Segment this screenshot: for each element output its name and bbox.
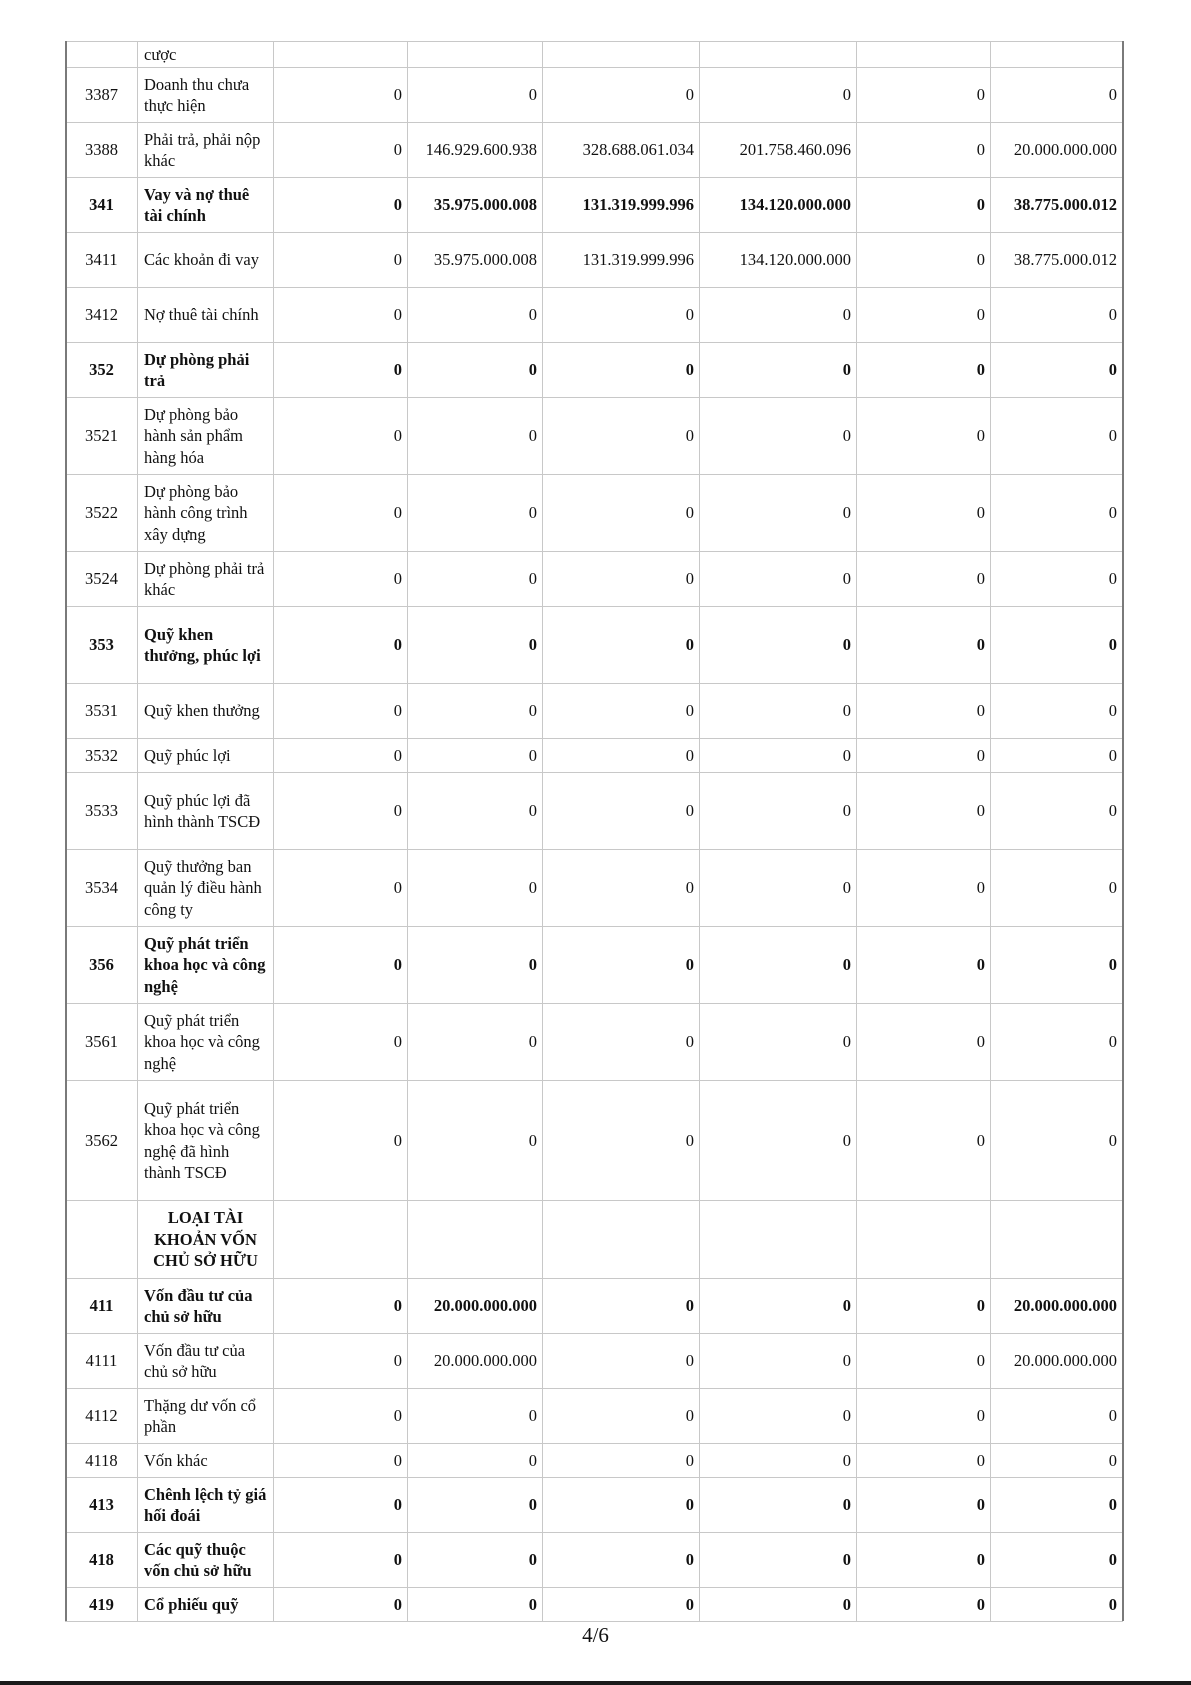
amount-cell-5: 0 [857, 343, 991, 398]
amount-cell-4: 134.120.000.000 [700, 233, 857, 288]
amount-cell-4: 0 [700, 1004, 857, 1081]
amount-cell-1: 0 [274, 1533, 408, 1588]
amount-cell-4: 0 [700, 773, 857, 850]
amount-cell-4: 134.120.000.000 [700, 178, 857, 233]
account-name: Dự phòng bảo hành công trình xây dựng [138, 475, 274, 552]
account-name: Dự phòng phải trả [138, 343, 274, 398]
amount-cell-4: 0 [700, 1389, 857, 1444]
amount-cell-6: 38.775.000.012 [991, 233, 1123, 288]
account-name: Dự phòng phải trả khác [138, 552, 274, 607]
account-name: Thặng dư vốn cổ phần [138, 1389, 274, 1444]
amount-cell-3 [543, 1201, 700, 1279]
amount-cell-5: 0 [857, 1588, 991, 1622]
amount-cell-3: 0 [543, 850, 700, 927]
account-name: Nợ thuê tài chính [138, 288, 274, 343]
amount-cell-5: 0 [857, 178, 991, 233]
amount-cell-2: 0 [408, 1478, 543, 1533]
amount-cell-3: 0 [543, 607, 700, 684]
amount-cell-2: 0 [408, 552, 543, 607]
account-code: 413 [66, 1478, 138, 1533]
table-row [66, 927, 1123, 1004]
table-row [66, 233, 1123, 288]
table-row [66, 552, 1123, 607]
amount-cell-2: 20.000.000.000 [408, 1279, 543, 1334]
account-code: 3533 [66, 773, 138, 850]
amount-cell-4: 0 [700, 1279, 857, 1334]
amount-cell-2 [408, 1201, 543, 1279]
account-name: Quỹ phát triển khoa học và công nghệ đã hình thành TSCĐ [138, 1081, 274, 1201]
amount-cell-4: 0 [700, 552, 857, 607]
amount-cell-4: 0 [700, 850, 857, 927]
account-code: 341 [66, 178, 138, 233]
amount-cell-2: 0 [408, 739, 543, 773]
amount-cell-6 [991, 1201, 1123, 1279]
amount-cell-5: 0 [857, 1279, 991, 1334]
amount-cell-2 [408, 42, 543, 68]
amount-cell-3: 0 [543, 684, 700, 739]
amount-cell-2: 0 [408, 1081, 543, 1201]
amount-cell-6: 0 [991, 1389, 1123, 1444]
amount-cell-3: 131.319.999.996 [543, 178, 700, 233]
amount-cell-6: 0 [991, 1478, 1123, 1533]
amount-cell-6: 0 [991, 398, 1123, 475]
account-name: Cổ phiếu quỹ [138, 1588, 274, 1622]
amount-cell-3: 0 [543, 1004, 700, 1081]
table-row [66, 739, 1123, 773]
account-name: Quỹ phúc lợi đã hình thành TSCĐ [138, 773, 274, 850]
amount-cell-3: 0 [543, 1389, 700, 1444]
amount-cell-4: 0 [700, 68, 857, 123]
account-code: 419 [66, 1588, 138, 1622]
account-code: 4112 [66, 1389, 138, 1444]
amount-cell-2: 0 [408, 773, 543, 850]
amount-cell-3: 0 [543, 927, 700, 1004]
account-name: Dự phòng bảo hành sản phẩm hàng hóa [138, 398, 274, 475]
amount-cell-6: 38.775.000.012 [991, 178, 1123, 233]
account-code: 3532 [66, 739, 138, 773]
amount-cell-6: 20.000.000.000 [991, 1334, 1123, 1389]
amount-cell-4: 0 [700, 1588, 857, 1622]
amount-cell-5 [857, 42, 991, 68]
table-row [66, 684, 1123, 739]
table-row [66, 68, 1123, 123]
amount-cell-1: 0 [274, 1588, 408, 1622]
amount-cell-2: 0 [408, 1389, 543, 1444]
account-code [66, 1201, 138, 1279]
amount-cell-6: 0 [991, 773, 1123, 850]
amount-cell-1: 0 [274, 1279, 408, 1334]
amount-cell-3 [543, 42, 700, 68]
amount-cell-1: 0 [274, 475, 408, 552]
amount-cell-4: 0 [700, 1081, 857, 1201]
account-name: Vốn đầu tư của chủ sở hữu [138, 1334, 274, 1389]
amount-cell-3: 0 [543, 1478, 700, 1533]
account-code: 3387 [66, 68, 138, 123]
amount-cell-1: 0 [274, 68, 408, 123]
amount-cell-4 [700, 42, 857, 68]
amount-cell-1: 0 [274, 927, 408, 1004]
amount-cell-5: 0 [857, 1478, 991, 1533]
amount-cell-6: 0 [991, 1533, 1123, 1588]
amount-cell-2: 0 [408, 288, 543, 343]
amount-cell-5: 0 [857, 1444, 991, 1478]
table-row [66, 178, 1123, 233]
account-code: 4111 [66, 1334, 138, 1389]
amount-cell-2: 0 [408, 1004, 543, 1081]
amount-cell-4: 0 [700, 607, 857, 684]
account-code: 418 [66, 1533, 138, 1588]
table-row [66, 1004, 1123, 1081]
amount-cell-5: 0 [857, 927, 991, 1004]
amount-cell-1: 0 [274, 1478, 408, 1533]
account-name: Quỹ thưởng ban quản lý điều hành công ty [138, 850, 274, 927]
amount-cell-3: 0 [543, 398, 700, 475]
amount-cell-3: 0 [543, 1081, 700, 1201]
amount-cell-5: 0 [857, 850, 991, 927]
amount-cell-3: 0 [543, 343, 700, 398]
amount-cell-5: 0 [857, 123, 991, 178]
amount-cell-4: 0 [700, 1334, 857, 1389]
amount-cell-1: 0 [274, 739, 408, 773]
account-code: 3524 [66, 552, 138, 607]
amount-cell-1: 0 [274, 1081, 408, 1201]
amount-cell-6: 0 [991, 343, 1123, 398]
table-left-rule [65, 41, 67, 1621]
amount-cell-3: 0 [543, 288, 700, 343]
table-row [66, 1334, 1123, 1389]
amount-cell-3: 0 [543, 1334, 700, 1389]
amount-cell-5: 0 [857, 684, 991, 739]
amount-cell-5 [857, 1201, 991, 1279]
amount-cell-4: 0 [700, 343, 857, 398]
amount-cell-2: 0 [408, 1444, 543, 1478]
amount-cell-4: 0 [700, 1444, 857, 1478]
account-name: Quỹ phúc lợi [138, 739, 274, 773]
account-code: 353 [66, 607, 138, 684]
amount-cell-3: 328.688.061.034 [543, 123, 700, 178]
amount-cell-2: 0 [408, 927, 543, 1004]
amount-cell-1: 0 [274, 684, 408, 739]
table-row [66, 288, 1123, 343]
amount-cell-1: 0 [274, 178, 408, 233]
amount-cell-5: 0 [857, 288, 991, 343]
amount-cell-6: 0 [991, 607, 1123, 684]
amount-cell-6: 0 [991, 1444, 1123, 1478]
amount-cell-4: 0 [700, 398, 857, 475]
account-name: Quỹ phát triển khoa học và công nghệ [138, 927, 274, 1004]
amount-cell-6: 0 [991, 739, 1123, 773]
amount-cell-6: 0 [991, 552, 1123, 607]
amount-cell-1: 0 [274, 773, 408, 850]
table-row [66, 343, 1123, 398]
amount-cell-6: 0 [991, 684, 1123, 739]
table-row [66, 1478, 1123, 1533]
account-name: Các quỹ thuộc vốn chủ sở hữu [138, 1533, 274, 1588]
table-row [66, 773, 1123, 850]
table-row [66, 1389, 1123, 1444]
amount-cell-6: 0 [991, 288, 1123, 343]
account-code: 3534 [66, 850, 138, 927]
table-right-rule [1122, 41, 1124, 1621]
amount-cell-2: 146.929.600.938 [408, 123, 543, 178]
account-name: cược [138, 42, 274, 68]
amount-cell-3: 0 [543, 552, 700, 607]
amount-cell-2: 35.975.000.008 [408, 178, 543, 233]
amount-cell-5: 0 [857, 1081, 991, 1201]
amount-cell-4: 0 [700, 927, 857, 1004]
amount-cell-2: 35.975.000.008 [408, 233, 543, 288]
table-row [66, 123, 1123, 178]
amount-cell-5: 0 [857, 1004, 991, 1081]
amount-cell-1: 0 [274, 1444, 408, 1478]
account-name: LOẠI TÀI KHOẢN VỐN CHỦ SỞ HỮU [138, 1201, 274, 1279]
amount-cell-2: 0 [408, 68, 543, 123]
amount-cell-5: 0 [857, 1389, 991, 1444]
amount-cell-3: 0 [543, 1533, 700, 1588]
table-row [66, 1081, 1123, 1201]
amount-cell-5: 0 [857, 1334, 991, 1389]
account-code: 411 [66, 1279, 138, 1334]
account-code [66, 42, 138, 68]
amount-cell-5: 0 [857, 552, 991, 607]
amount-cell-1: 0 [274, 607, 408, 684]
amount-cell-3: 0 [543, 773, 700, 850]
amount-cell-1: 0 [274, 1389, 408, 1444]
amount-cell-4: 0 [700, 684, 857, 739]
amount-cell-6: 0 [991, 1588, 1123, 1622]
table-row [66, 850, 1123, 927]
amount-cell-1: 0 [274, 288, 408, 343]
account-code: 3388 [66, 123, 138, 178]
amount-cell-3: 0 [543, 68, 700, 123]
amount-cell-1 [274, 42, 408, 68]
amount-cell-1: 0 [274, 1334, 408, 1389]
account-name: Quỹ phát triển khoa học và công nghệ [138, 1004, 274, 1081]
table-row [66, 42, 1123, 68]
account-code: 3562 [66, 1081, 138, 1201]
table-row [66, 398, 1123, 475]
amount-cell-6: 0 [991, 475, 1123, 552]
account-code: 3412 [66, 288, 138, 343]
amount-cell-2: 0 [408, 398, 543, 475]
amount-cell-4: 0 [700, 288, 857, 343]
amount-cell-4: 201.758.460.096 [700, 123, 857, 178]
amount-cell-5: 0 [857, 607, 991, 684]
amount-cell-1: 0 [274, 233, 408, 288]
account-code: 3561 [66, 1004, 138, 1081]
amount-cell-3: 131.319.999.996 [543, 233, 700, 288]
amount-cell-6: 20.000.000.000 [991, 123, 1123, 178]
amount-cell-1: 0 [274, 552, 408, 607]
account-code: 3521 [66, 398, 138, 475]
amount-cell-3: 0 [543, 1588, 700, 1622]
table-row [66, 1444, 1123, 1478]
amount-cell-2: 0 [408, 475, 543, 552]
amount-cell-1: 0 [274, 398, 408, 475]
amount-cell-2: 20.000.000.000 [408, 1334, 543, 1389]
amount-cell-5: 0 [857, 773, 991, 850]
amount-cell-1: 0 [274, 850, 408, 927]
amount-cell-4: 0 [700, 739, 857, 773]
amount-cell-5: 0 [857, 398, 991, 475]
amount-cell-3: 0 [543, 739, 700, 773]
account-name: Quỹ khen thưởng [138, 684, 274, 739]
account-code: 352 [66, 343, 138, 398]
amount-cell-4: 0 [700, 1478, 857, 1533]
account-name: Quỹ khen thưởng, phúc lợi [138, 607, 274, 684]
table-row [66, 1279, 1123, 1334]
trial-balance-table [65, 41, 1123, 1622]
amount-cell-1: 0 [274, 1004, 408, 1081]
account-name: Vốn khác [138, 1444, 274, 1478]
table-row [66, 1533, 1123, 1588]
amount-cell-2: 0 [408, 684, 543, 739]
table-body [66, 42, 1123, 1622]
section-header-row [66, 1201, 1123, 1279]
table-row [66, 1588, 1123, 1622]
account-name: Các khoản đi vay [138, 233, 274, 288]
amount-cell-2: 0 [408, 1533, 543, 1588]
account-code: 3522 [66, 475, 138, 552]
table-row [66, 475, 1123, 552]
amount-cell-4: 0 [700, 1533, 857, 1588]
amount-cell-1 [274, 1201, 408, 1279]
account-code: 4118 [66, 1444, 138, 1478]
amount-cell-1: 0 [274, 123, 408, 178]
amount-cell-3: 0 [543, 475, 700, 552]
amount-cell-2: 0 [408, 850, 543, 927]
account-code: 3411 [66, 233, 138, 288]
amount-cell-5: 0 [857, 233, 991, 288]
amount-cell-1: 0 [274, 343, 408, 398]
page-number: 4/6 [582, 1623, 609, 1647]
account-name: Phải trả, phải nộp khác [138, 123, 274, 178]
amount-cell-6: 0 [991, 850, 1123, 927]
account-name: Doanh thu chưa thực hiện [138, 68, 274, 123]
amount-cell-6: 0 [991, 1081, 1123, 1201]
table-row [66, 607, 1123, 684]
amount-cell-2: 0 [408, 343, 543, 398]
amount-cell-5: 0 [857, 475, 991, 552]
account-name: Vay và nợ thuê tài chính [138, 178, 274, 233]
amount-cell-3: 0 [543, 1444, 700, 1478]
account-name: Vốn đầu tư của chủ sở hữu [138, 1279, 274, 1334]
amount-cell-6: 0 [991, 1004, 1123, 1081]
amount-cell-3: 0 [543, 1279, 700, 1334]
amount-cell-6: 20.000.000.000 [991, 1279, 1123, 1334]
amount-cell-4: 0 [700, 475, 857, 552]
amount-cell-6 [991, 42, 1123, 68]
amount-cell-6: 0 [991, 68, 1123, 123]
account-code: 356 [66, 927, 138, 1004]
amount-cell-2: 0 [408, 1588, 543, 1622]
account-name: Chênh lệch tỷ giá hối đoái [138, 1478, 274, 1533]
account-code: 3531 [66, 684, 138, 739]
amount-cell-5: 0 [857, 1533, 991, 1588]
amount-cell-5: 0 [857, 68, 991, 123]
amount-cell-2: 0 [408, 607, 543, 684]
amount-cell-4 [700, 1201, 857, 1279]
page-bottom-rule [0, 1681, 1191, 1685]
amount-cell-5: 0 [857, 739, 991, 773]
amount-cell-6: 0 [991, 927, 1123, 1004]
